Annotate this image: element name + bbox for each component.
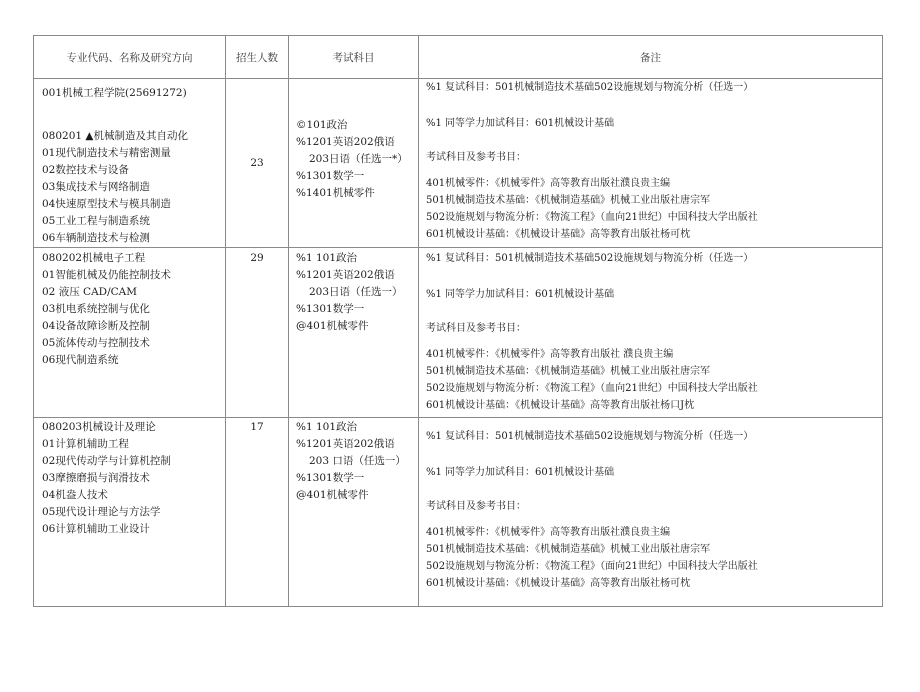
direction-item: 03机电系统控制与优化 (42, 303, 150, 315)
exam-cell (289, 418, 419, 607)
reference-item: 601机械设计基础：《机械设计基础》高等教育出版社杨口J枕 (426, 400, 695, 411)
exam-item: %1301数学一 (296, 472, 365, 484)
exam-item: @401机械零件 (296, 320, 369, 332)
reference-item: 501机械制造技术基础：《机械制造基础》机械工业出版社唐宗军 (426, 544, 711, 555)
enrollment-count: 29 (250, 252, 264, 264)
enrollment-count: 23 (250, 156, 264, 169)
reference-item: 502设施规划与物流分析：《物流工程》（血向21世纪）中国科技大学出版社 (426, 212, 758, 223)
retest-note: %1 复试科目：501机械制造技术基础502设施规划与物流分析（任选一） (426, 82, 754, 93)
direction-item: 02数控技术与设备 (42, 164, 129, 176)
reference-item: 401机械零件：《机械零件》高等教育出版社濮良贵主编 (426, 178, 671, 189)
exam-item: %1201英语202俄语 (296, 269, 395, 281)
retest-note: %1 复试科目：501机械制造技术基础502设施规划与物流分析（任选一） (426, 253, 754, 264)
enrollment-table (33, 35, 883, 607)
reference-item: 502设施规划与物流分析：《物流工程》（面向21世纪）中国科技大学出版社 (426, 561, 758, 572)
reference-item: 501机械制造技术基础：《机械制造基础》机械工业出版社唐宗军 (426, 195, 711, 206)
header-notes: 备注 (419, 36, 883, 79)
direction-item: 01计算机辅助工程 (42, 438, 129, 450)
direction-item: 02 液压 CAD/CAM (42, 286, 137, 298)
major-title: 080202机械电子工程 (42, 252, 146, 264)
exam-item: %1301数学一 (296, 303, 365, 315)
direction-item: 03集成技术与网络制造 (42, 181, 150, 193)
direction-item: 04设备故障诊断及控制 (42, 320, 150, 332)
equiv-note: %1 同等学力加试科目：601机械设计基础 (426, 118, 615, 129)
direction-item: 06车辆制造技术与检测 (42, 232, 150, 244)
major-cell (34, 418, 226, 607)
reference-title: 考试科目及参考书目： (426, 152, 526, 163)
exam-item: %1 101政治 (296, 421, 358, 433)
notes-cell (419, 79, 883, 248)
reference-title: 考试科目及参考书目： (426, 323, 526, 334)
header-count: 招生人数 (226, 36, 289, 79)
direction-item: 01现代制造技术与精密测量 (42, 147, 171, 159)
college-title: 001机械工程学院(25691272) (42, 87, 187, 99)
exam-item: 203 口语（任选一） (309, 455, 406, 467)
direction-item: 04机盎人技术 (42, 489, 108, 501)
reference-item: 401机械零件：《机械零件》高等教育出版社 濮良贵主编 (426, 349, 674, 360)
major-cell (34, 79, 226, 248)
count-cell (226, 418, 289, 607)
table-row (34, 79, 883, 248)
notes-cell (419, 248, 883, 418)
exam-cell (289, 79, 419, 248)
exam-item: ©101政治 (296, 119, 348, 131)
header-major: 专业代码、名称及研究方向 (34, 36, 226, 79)
count-cell (226, 79, 289, 248)
exam-item: @401机械零件 (296, 489, 369, 501)
retest-note: %1 复试科目：501机械制造技术基础502设施规划与物流分析（任选一） (426, 431, 754, 442)
exam-item: %1401机械零件 (296, 187, 375, 199)
enrollment-count: 17 (250, 421, 264, 433)
header-exam: 考试科目 (289, 36, 419, 79)
exam-cell (289, 248, 419, 418)
table-header-row (34, 36, 883, 79)
major-title: 080201 ▲机械制造及其自动化 (42, 130, 188, 142)
notes-cell (419, 418, 883, 607)
direction-item: 03摩擦磨损与润滑技术 (42, 472, 150, 484)
exam-item: %1301数学一 (296, 170, 365, 182)
exam-item: 203日语（任选一） (309, 286, 403, 298)
count-cell (226, 248, 289, 418)
direction-item: 02现代传动学与计算机控制 (42, 455, 171, 467)
equiv-note: %1 同等学力加试科目：601机械设计基础 (426, 467, 615, 478)
direction-item: 05工业工程与制造系统 (42, 215, 150, 227)
table-row (34, 418, 883, 607)
reference-title: 考试科目及参考书目： (426, 501, 526, 512)
reference-item: 601机械设计基础：《机械设计基础》高等教育出版社杨可枕 (426, 229, 691, 240)
reference-item: 401机械零件：《机械零件》高等教育出版社濮良贵主编 (426, 527, 671, 538)
direction-item: 06计算机辅助工业设计 (42, 523, 150, 535)
direction-item: 04快速原型技术与模具制造 (42, 198, 171, 210)
reference-item: 501机械制造技术基础：《机械制造基础》机械工业出版社唐宗军 (426, 366, 711, 377)
exam-item: %1201英语202俄语 (296, 136, 395, 148)
equiv-note: %1 同等学力加试科目：601机械设计基础 (426, 289, 615, 300)
reference-item: 601机械设计基础：《机械设计基础》高等教育出版社杨可枕 (426, 578, 691, 589)
major-title: 080203机械设计及理论 (42, 421, 156, 433)
exam-item: %1201英语202俄语 (296, 438, 395, 450)
major-cell (34, 248, 226, 418)
exam-item: %1 101政治 (296, 252, 358, 264)
direction-item: 06现代制造系统 (42, 354, 119, 366)
direction-item: 05流体传动与控制技术 (42, 337, 150, 349)
reference-item: 502设施规划与物流分析：《物流工程》（血向21世纪）中国科技大学出版社 (426, 383, 758, 394)
table-row (34, 248, 883, 418)
direction-item: 01智能机械及仍能控制技术 (42, 269, 171, 281)
exam-item: 203日语（任选一*） (309, 153, 408, 165)
direction-item: 05现代设计理论与方法学 (42, 506, 161, 518)
